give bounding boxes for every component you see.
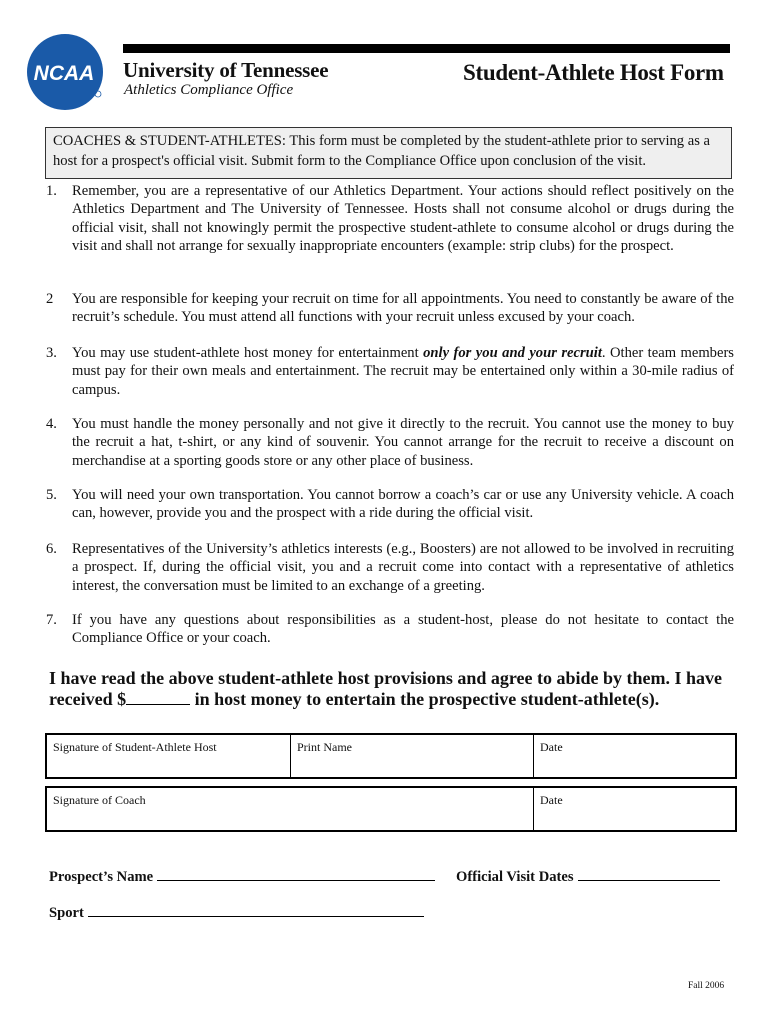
- coach-date-field[interactable]: [534, 788, 732, 830]
- ncaa-logo: [26, 33, 104, 111]
- print-name-field[interactable]: [291, 735, 535, 777]
- header-rule: [123, 44, 730, 53]
- agreement-part2: in host money to entertain the prospective student-athlete(s).: [190, 689, 660, 709]
- item-text-emphasis: only for you and your recruit: [423, 345, 602, 361]
- item-number: 3.: [46, 345, 57, 361]
- prospect-name-label: Prospect’s Name: [49, 869, 154, 885]
- item-text: You will need your own transportation. You cannot borrow a coach’s car or use any University vehicle. A coach can, however, provide you and the prospect with a ride during the official visit.: [72, 487, 734, 522]
- sport-label: Sport: [49, 905, 84, 921]
- item-number: 7.: [46, 612, 57, 628]
- item-text: Remember, you are a representative of our Athletics Department. Your actions should reflect positively on the Athletics Department and The University of Tennessee. Hosts shall not consume alcohol or drugs during the official visit, shall not knowingly permit the prospective student-athlete to consume alcohol or drugs during the visit and shall not arrange for sexually inappropriate encounters (example: strip clubs) for the prospect.: [72, 183, 734, 255]
- item-number: 1.: [46, 183, 57, 199]
- visit-dates-field[interactable]: [578, 866, 720, 881]
- coach-date-label: Date: [540, 793, 563, 807]
- item-number: 6.: [46, 541, 57, 557]
- prospect-name-row: [49, 866, 435, 886]
- agreement-statement: [49, 668, 739, 710]
- item-text: Representatives of the University’s athletics interests (e.g., Boosters) are not allowed to be involved in recruiting a prospect. If, during the official visit, you and a recruit come into contact with a representative of athletics interest, the conversation must be limited to an exchange of a greeting.: [72, 541, 734, 594]
- visit-dates-label: Official Visit Dates: [456, 869, 574, 885]
- visit-dates-row: [456, 866, 720, 886]
- item-text: If you have any questions about responsibilities as a student-host, please do not hesitate to contact the Compliance Office or your coach.: [72, 612, 734, 647]
- footer-date: Fall 2006: [688, 981, 725, 991]
- agreement-part1: I have read the above student-athlete host provisions and agree to abide by them. I have received $: [49, 668, 723, 709]
- item-number: 5.: [46, 487, 57, 503]
- print-name-label: Print Name: [297, 740, 352, 754]
- item-text-before: You may use student-athlete host money for entertainment: [72, 345, 424, 361]
- sport-row: [49, 902, 424, 922]
- item-text: [72, 344, 734, 399]
- host-date-label: Date: [540, 740, 563, 754]
- signature-row-host: [45, 733, 737, 779]
- host-signature-field[interactable]: [47, 735, 290, 777]
- item-text: You are responsible for keeping your recruit on time for all appointments. You need to constantly be aware of the recruit’s schedule. You must attend all functions with your recruit unless excused by your coach.: [72, 291, 734, 326]
- item-text: You must handle the money personally and not give it directly to the recruit. You cannot use the money to buy the recruit a hat, t-shirt, or any kind of souvenir. You cannot arrange for the recruit to receive a discount on merchandise at a sporting goods store or any other place of business.: [72, 416, 734, 469]
- prospect-name-field[interactable]: [157, 866, 435, 881]
- host-signature-label: Signature of Student-Athlete Host: [53, 740, 217, 754]
- item-text-after: . Other team members must pay for their own meals and entertainment. The recruit may be entertained only within a 30-mile radius of campus.: [72, 345, 734, 398]
- host-date-field[interactable]: [534, 735, 732, 777]
- host-money-amount-field[interactable]: [126, 689, 190, 705]
- coach-signature-field[interactable]: [47, 788, 533, 830]
- form-title: Student-Athlete Host Form: [463, 60, 724, 85]
- coach-signature-label: Signature of Coach: [53, 793, 146, 807]
- ncaa-logo-text: NCAA: [33, 62, 95, 85]
- sport-field[interactable]: [88, 902, 424, 917]
- notice-box: COACHES & STUDENT-ATHLETES: This form must be completed by the student-athlete prior to serving as a host for a prospect's official visit. Submit form to the Compliance Office upon conclusion of the visit.: [45, 127, 732, 179]
- signature-row-coach: [45, 786, 737, 832]
- office-name: Athletics Compliance Office: [124, 82, 294, 98]
- item-number: 4.: [46, 416, 57, 432]
- university-name: University of Tennessee: [123, 58, 329, 82]
- item-number: 2: [46, 291, 54, 307]
